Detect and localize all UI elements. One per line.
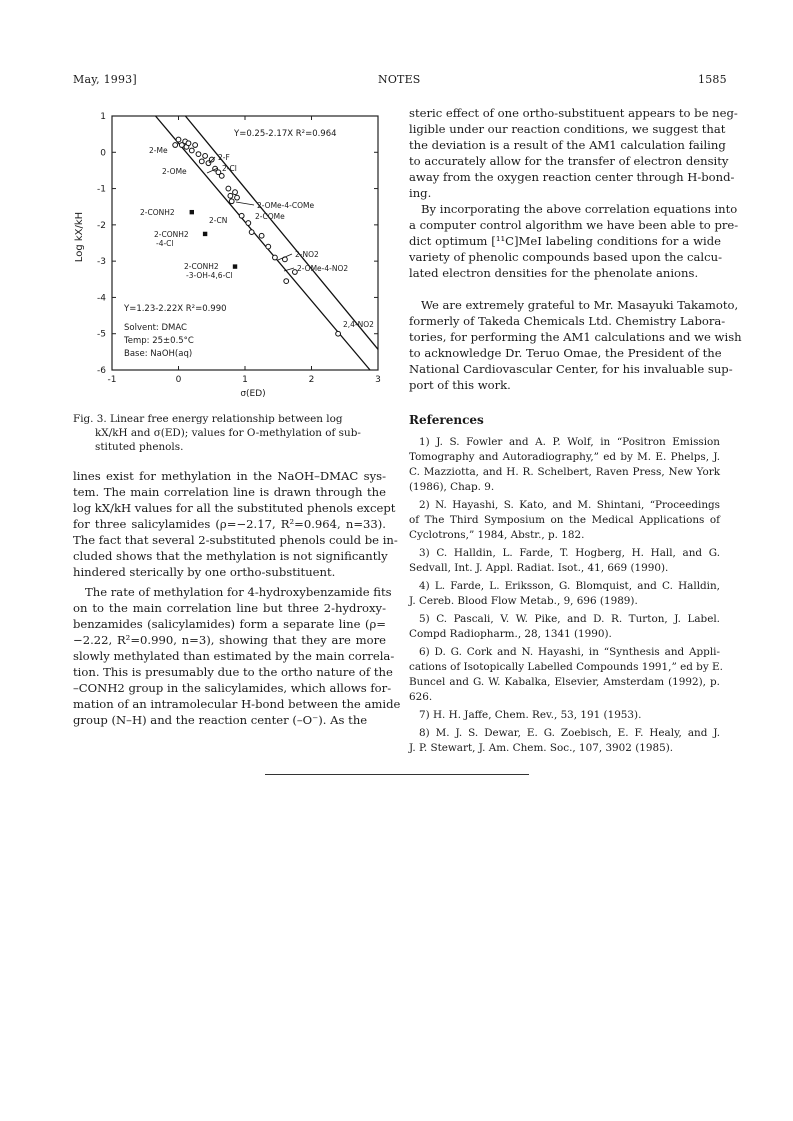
label-leader (236, 202, 254, 205)
reference-item (409, 435, 720, 495)
caption-line: stituted phenols. (95, 441, 184, 453)
point-label: 2-OMe-4-COMe (257, 201, 315, 210)
y-tick-label: -3 (97, 257, 106, 268)
phenol-data-point (189, 148, 194, 153)
text-line: lines exist for methylation in the NaOH–DMAC sys- (73, 469, 386, 483)
text-line: on to the main correlation line but three 2-hydroxy- (73, 601, 386, 615)
salicylamide-correlation-line (185, 116, 378, 349)
reference-line: Cyclotrons,” 1984, Abstr., p. 182. (409, 529, 585, 541)
reference-line: Buncel and G. W. Kabalka, Elsevier, Amsterdam (1992), p. (409, 676, 720, 688)
reference-line: 7) H. H. Jaffe, Chem. Rev., 53, 191 (1953). (419, 709, 642, 721)
phenol-data-point (246, 221, 251, 226)
x-tick-label: 2 (308, 375, 315, 385)
text-line: to acknowledge Dr. Teruo Omae, the President of the (409, 346, 722, 360)
phenol-data-point (203, 154, 208, 159)
reference-line: J. Cereb. Blood Flow Metab., 9, 696 (1989). (409, 595, 638, 607)
condition-note: Solvent: DMAC (124, 323, 187, 333)
text-line: cluded shows that the methylation is not significantly (73, 549, 388, 563)
reference-line: 8) M. J. S. Dewar, E. G. Zoebisch, E. F. Healy, and J. (419, 727, 720, 739)
text-line: port of this work. (409, 378, 511, 392)
text-line: ligible under our reaction conditions, we suggest that (409, 122, 726, 136)
text-line: away from the oxygen reaction center through H-bond- (409, 170, 735, 184)
text-line: hindered sterically by one ortho-substituent. (73, 565, 336, 579)
text-line: log kX/kH values for all the substituted phenols except (73, 501, 396, 515)
caption-line: kX/kH and σ(ED); values for O-methylation of sub- (95, 427, 361, 439)
reference-line: Compd Radiopharm., 28, 1341 (1990). (409, 628, 612, 640)
y-tick-label: -1 (97, 184, 106, 195)
salicylamide-data-point (203, 232, 207, 236)
regression-lines (156, 116, 378, 370)
phenol-data-point (186, 141, 191, 146)
phenol-data-point (229, 199, 234, 204)
text-line: The fact that several 2-substituted phenols could be in- (73, 533, 398, 547)
point-label: 2-OMe-4-NO2 (297, 264, 349, 273)
reference-line: 5) C. Pascali, V. W. Pike, and D. R. Turton, J. Label. (419, 613, 720, 625)
y-tick-label: -5 (97, 329, 106, 340)
reference-line: Sedvall, Int. J. Appl. Radiat. Isot., 41, 669 (1990). (409, 562, 669, 574)
y-tick-label: 0 (100, 148, 106, 159)
text-line: the deviation is a result of the AM1 calculation failing (409, 138, 726, 152)
phenol-data-point (226, 186, 231, 191)
phenol-data-point (228, 193, 233, 198)
right-column-body (409, 105, 742, 393)
reference-line: C. Mazziotta, and H. R. Schelbert, Raven Press, New York (409, 466, 720, 478)
phenol-data-point (239, 213, 244, 218)
phenol-data-point (266, 244, 271, 249)
y-tick-label: -4 (97, 293, 106, 304)
text-line: ing. (409, 186, 432, 200)
text-line: tion. This is presumably due to the ortho nature of the (73, 665, 393, 679)
caption-line: Fig. 3. Linear free energy relationship between log (73, 413, 343, 425)
reference-line: 2) N. Hayashi, S. Kato, and M. Shintani, “Proceedings (419, 499, 720, 511)
salicylamide-data-point (190, 210, 194, 214)
reference-line: 4) L. Farde, L. Eriksson, G. Blomquist, and C. Halldin, (419, 580, 720, 592)
point-label: 2-COMe (255, 212, 285, 221)
phenol-data-point (259, 233, 264, 238)
x-tick-label: -1 (107, 375, 117, 385)
phenol-data-point (176, 137, 181, 142)
y-tick-label: -6 (97, 366, 106, 376)
y-tick-label: 1 (100, 112, 106, 122)
point-label: 2-OMe (162, 167, 187, 176)
text-line: –CONH2 group in the salicylamides, which allows for- (73, 681, 392, 695)
phenol-data-point (199, 159, 204, 164)
condition-note: Temp: 25±0.5°C (124, 336, 194, 346)
text-line: dict optimum [¹¹C]MeI labeling conditions for a wide (409, 234, 721, 248)
paragraph (73, 468, 398, 580)
text-line: tem. The main correlation line is drawn through the (73, 485, 386, 499)
reference-line: (1986), Chap. 9. (409, 481, 495, 493)
paragraph (73, 584, 401, 728)
reference-item (409, 579, 720, 609)
end-rule (265, 774, 529, 775)
reference-item (409, 708, 720, 723)
y-axis-label: Log kX/kH (74, 211, 85, 263)
phenol-data-point (196, 152, 201, 157)
text-line: lated electron densities for the phenolate anions. (409, 266, 699, 280)
phenol-data-point (249, 230, 254, 235)
text-line: steric effect of one ortho-substituent appears to be neg- (409, 106, 738, 120)
text-line: mation of an intramolecular H-bond between the amide (73, 697, 401, 711)
reference-item (409, 645, 723, 705)
text-line: group (N–H) and the reaction center (–O⁻). As the (73, 713, 368, 727)
reference-item (409, 726, 720, 756)
page-number: 1585 (698, 73, 727, 86)
phenol-data-point (193, 143, 198, 148)
phenol-data-point (336, 331, 341, 336)
point-label: 2-CONH2 -4-Cl (154, 230, 189, 248)
phenol-data-point (233, 190, 238, 195)
point-label: 2-CN (209, 216, 228, 225)
salicylamide-data-point (233, 264, 237, 268)
text-line: −2.22, R²=0.990, n=3), showing that they are more (73, 633, 386, 647)
point-label: 2-NO2 (295, 250, 319, 259)
reference-line: cations of Isotopically Labelled Compounds 1991,” ed by E. (409, 661, 723, 673)
point-label: 2,4-NO2 (343, 320, 374, 329)
reference-item (409, 546, 720, 576)
text-line: We are extremely grateful to Mr. Masayuki Takamoto, (421, 298, 739, 312)
running-header-title: NOTES (378, 73, 421, 86)
text-line: formerly of Takeda Chemicals Ltd. Chemistry Labora- (409, 314, 726, 328)
reference-line: 626. (409, 691, 433, 703)
point-label: 2-F (218, 153, 230, 162)
main-line-equation: Y=0.25-2.17X R²=0.964 (234, 129, 337, 139)
text-line: for three salicylamides (ρ=−2.17, R²=0.964, n=33). (73, 517, 386, 531)
text-line: National Cardiovascular Center, for his invaluable sup- (409, 362, 733, 376)
condition-note: Base: NaOH(aq) (124, 349, 193, 359)
reference-line: J. P. Stewart, J. Am. Chem. Soc., 107, 3902 (1985). (409, 742, 674, 754)
running-header-left: May, 1993] (73, 73, 137, 86)
figure-caption (73, 412, 373, 454)
text-line: By incorporating the above correlation equations into (421, 202, 738, 216)
text-line: slowly methylated than estimated by the main correla- (73, 649, 395, 663)
text-line: variety of phenolic compounds based upon the calcu- (409, 250, 723, 264)
reference-line: 1) J. S. Fowler and A. P. Wolf, in “Positron Emission (419, 436, 720, 448)
text-line: a computer control algorithm we have been able to pre- (409, 218, 739, 232)
point-label-continuation: -4-Cl (156, 239, 174, 248)
reference-item (409, 612, 720, 642)
reference-line: Tomography and Autoradiography,” ed by M. E. Phelps, J. (409, 451, 720, 463)
phenol-data-point (173, 143, 178, 148)
figure-3-chart (66, 108, 396, 403)
reference-line: 6) D. G. Cork and N. Hayashi, in “Synthesis and Appli- (419, 646, 720, 658)
point-label: 2-Cl (222, 164, 237, 173)
phenol-data-point (284, 279, 289, 284)
phenol-data-point (273, 255, 278, 260)
phenol-data-point (219, 173, 224, 178)
point-label: 2-CONH2 (140, 208, 175, 217)
left-column-body (73, 468, 401, 728)
paragraph (409, 201, 739, 281)
x-tick-label: 0 (175, 375, 182, 385)
references-heading: References (409, 413, 484, 427)
point-label: 2-Me (149, 146, 168, 155)
paragraph (409, 105, 738, 201)
text-line: tories, for performing the AM1 calculations and we wish (409, 330, 742, 344)
x-tick-label: 1 (242, 375, 248, 385)
text-line: to accurately allow for the transfer of electron density (409, 154, 729, 168)
reference-line: 3) C. Halldin, L. Farde, T. Hogberg, H. Hall, and G. (419, 547, 720, 559)
paragraph (409, 297, 742, 393)
phenol-data-point (235, 195, 240, 200)
x-axis-label: σ(ED) (240, 389, 266, 399)
text-line: benzamides (salicylamides) form a separate line (ρ= (73, 617, 386, 631)
phenol-data-point (209, 157, 214, 162)
salicylamide-line-equation: Y=1.23-2.22X R²=0.990 (124, 304, 227, 314)
reference-item (409, 498, 720, 543)
chart-annotations (123, 129, 374, 359)
text-line: The rate of methylation for 4-hydroxybenzamide fits (85, 585, 392, 599)
x-tick-label: 3 (375, 375, 381, 385)
reference-line: of The Third Symposium on the Medical Applications of (409, 514, 720, 526)
point-label-continuation: -3-OH-4,6-Cl (186, 271, 233, 280)
y-tick-label: -2 (97, 220, 106, 231)
point-label: 2-CONH2 -3-OH-4,6-Cl (184, 262, 233, 280)
